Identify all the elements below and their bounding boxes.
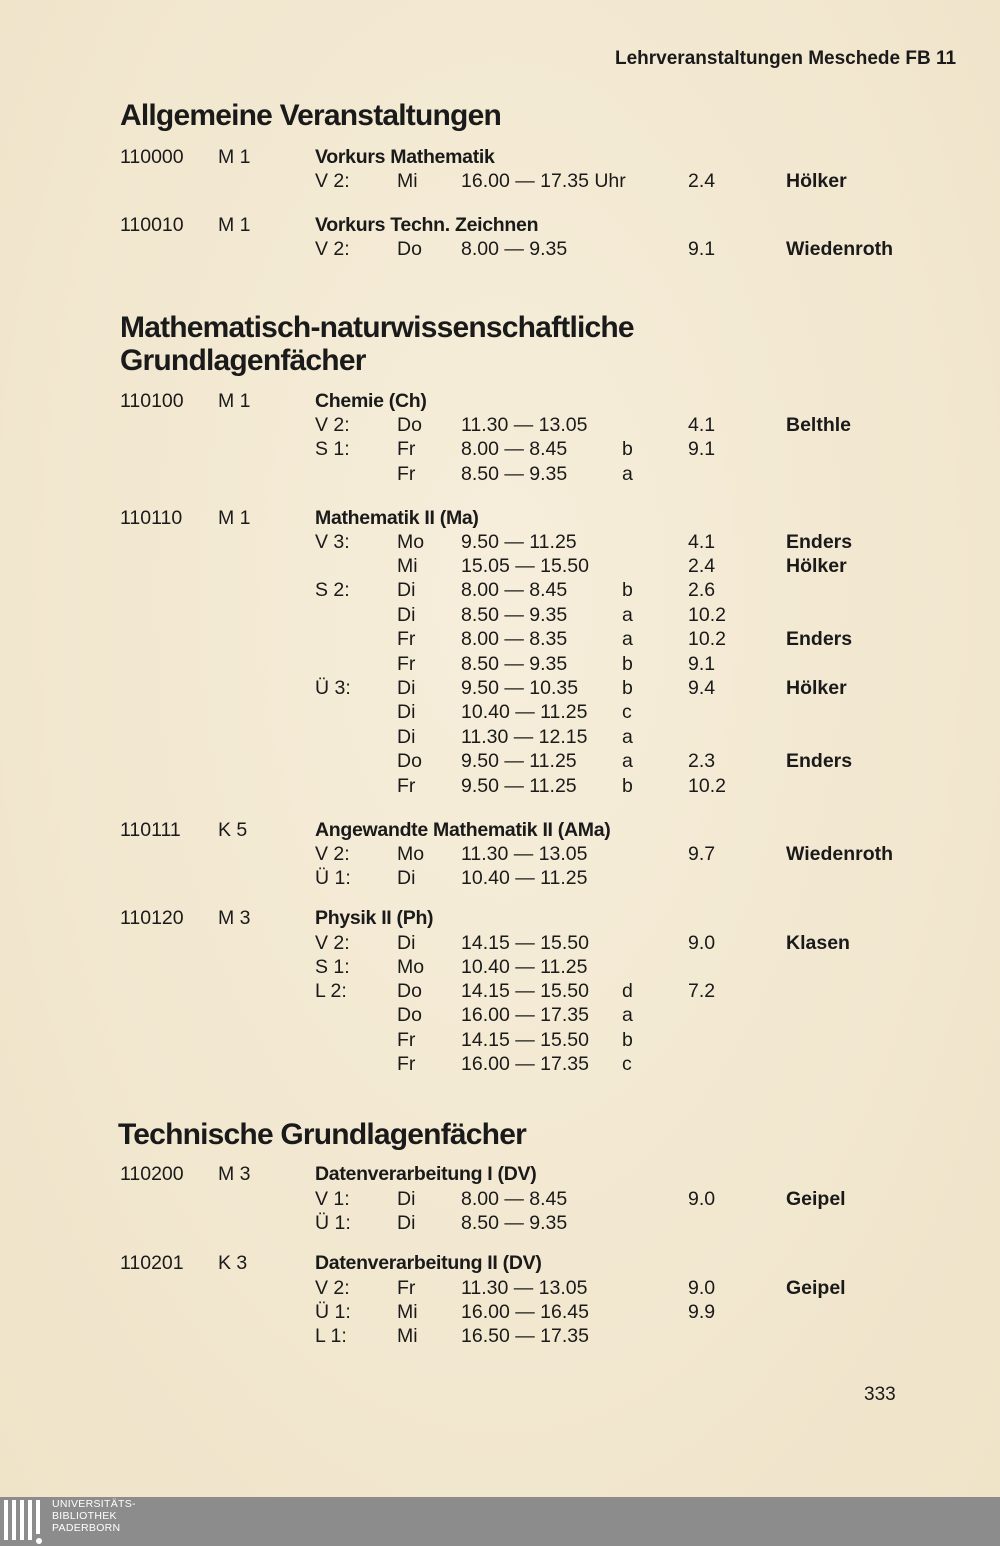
session-instructor: Enders (786, 750, 853, 772)
session-group: c (622, 1053, 632, 1075)
session-kind: V 2: (315, 1277, 350, 1299)
session-row (0, 1276, 1000, 1300)
session-row (0, 749, 1000, 773)
session-group: b (622, 677, 633, 699)
session-time: 11.30 — 13.05 (461, 1277, 588, 1299)
session-kind: V 2: (315, 843, 350, 865)
session-room: 2.3 (688, 750, 716, 772)
session-day: Fr (397, 653, 416, 675)
session-time: 9.50 — 11.25 (461, 750, 577, 772)
session-time: 9.50 — 10.35 (461, 677, 579, 699)
session-time: 16.50 — 17.35 (461, 1325, 589, 1347)
session-room: 4.1 (688, 414, 716, 436)
session-row (0, 676, 1000, 700)
session-row (0, 554, 1000, 578)
session-group: b (622, 653, 633, 675)
session-group: a (622, 463, 633, 485)
session-room: 4.1 (688, 531, 716, 553)
session-time: 8.50 — 9.35 (461, 1212, 568, 1234)
session-kind: V 2: (315, 238, 350, 260)
course-header-row (0, 1251, 1000, 1275)
course-type: M 3 (218, 1163, 251, 1185)
session-group: d (622, 980, 633, 1002)
session-time: 14.15 — 15.50 (461, 1029, 589, 1051)
session-kind: Ü 1: (315, 1212, 351, 1234)
session-time: 10.40 — 11.25 (461, 701, 588, 723)
library-footer-bar (0, 1497, 1000, 1546)
session-group: a (622, 604, 633, 626)
session-row (0, 530, 1000, 554)
session-instructor: Hölker (786, 170, 847, 192)
course-title: Angewandte Mathematik II (AMa) (315, 819, 611, 841)
library-name (52, 1498, 136, 1534)
session-time: 16.00 — 17.35 Uhr (461, 170, 626, 192)
section-title: Technische Grundlagenfächer (118, 1118, 526, 1151)
session-day: Fr (397, 775, 416, 797)
course-type: M 1 (218, 390, 251, 412)
session-time: 9.50 — 11.25 (461, 531, 577, 553)
session-room: 2.6 (688, 579, 716, 601)
session-kind: V 1: (315, 1188, 350, 1210)
session-time: 11.30 — 12.15 (461, 726, 588, 748)
library-logo-icon (2, 1498, 46, 1544)
session-day: Fr (397, 1053, 416, 1075)
session-day: Di (397, 867, 416, 889)
session-room: 9.0 (688, 1277, 716, 1299)
session-instructor: Geipel (786, 1277, 846, 1299)
session-kind: Ü 1: (315, 867, 351, 889)
session-group: b (622, 438, 633, 460)
session-day: Mi (397, 170, 418, 192)
session-row (0, 578, 1000, 602)
session-row (0, 1300, 1000, 1324)
section-title: Allgemeine Veranstaltungen (120, 99, 501, 132)
session-instructor: Hölker (786, 555, 847, 577)
session-row (0, 1028, 1000, 1052)
section-title: Grundlagenfächer (120, 344, 366, 377)
session-kind: L 1: (315, 1325, 347, 1347)
course-number: 110010 (120, 214, 184, 236)
session-day: Do (397, 238, 422, 260)
session-row (0, 169, 1000, 193)
session-day: Fr (397, 1277, 416, 1299)
page-number: 333 (864, 1384, 896, 1405)
session-row (0, 462, 1000, 486)
course-number: 110201 (120, 1252, 184, 1274)
session-room: 9.4 (688, 677, 716, 699)
session-day: Di (397, 604, 416, 626)
session-instructor: Geipel (786, 1188, 846, 1210)
course-header-row (0, 818, 1000, 842)
session-day: Di (397, 1188, 416, 1210)
session-day: Di (397, 579, 416, 601)
session-time: 16.00 — 17.35 (461, 1053, 589, 1075)
session-group: c (622, 701, 632, 723)
session-room: 9.1 (688, 438, 716, 460)
session-group: a (622, 1004, 633, 1026)
course-header-row (0, 906, 1000, 930)
session-row (0, 725, 1000, 749)
session-row (0, 774, 1000, 798)
session-instructor: Wiedenroth (786, 238, 894, 260)
library-name-line: UNIVERSITÄTS- (52, 1498, 136, 1510)
course-number: 110110 (120, 507, 183, 529)
session-group: b (622, 1029, 633, 1051)
course-type: K 3 (218, 1252, 248, 1274)
session-room: 9.0 (688, 1188, 716, 1210)
course-title: Vorkurs Techn. Zeichnen (315, 214, 539, 236)
session-group: b (622, 579, 633, 601)
course-header-row (0, 506, 1000, 530)
session-row (0, 1324, 1000, 1348)
course-title: Chemie (Ch) (315, 390, 427, 412)
session-room: 2.4 (688, 555, 716, 577)
course-title: Datenverarbeitung I (DV) (315, 1163, 537, 1185)
session-day: Di (397, 932, 416, 954)
session-day: Fr (397, 463, 416, 485)
session-group: a (622, 750, 633, 772)
session-row (0, 1211, 1000, 1235)
session-room: 9.7 (688, 843, 716, 865)
session-day: Di (397, 1212, 416, 1234)
session-room: 7.2 (688, 980, 716, 1002)
session-instructor: Hölker (786, 677, 847, 699)
session-row (0, 627, 1000, 651)
session-time: 8.00 — 8.35 (461, 628, 568, 650)
section-title: Mathematisch-naturwissenschaftliche (120, 311, 634, 344)
session-time: 15.05 — 15.50 (461, 555, 589, 577)
session-group: a (622, 628, 633, 650)
course-number: 110120 (120, 907, 184, 929)
session-row (0, 700, 1000, 724)
course-number: 110200 (120, 1163, 184, 1185)
session-row (0, 955, 1000, 979)
session-kind: S 1: (315, 956, 350, 978)
session-day: Mi (397, 555, 418, 577)
session-time: 8.00 — 8.45 (461, 579, 568, 601)
session-day: Di (397, 677, 416, 699)
session-time: 16.00 — 16.45 (461, 1301, 589, 1323)
session-room: 10.2 (688, 628, 726, 650)
session-kind: S 2: (315, 579, 350, 601)
session-day: Do (397, 1004, 422, 1026)
session-time: 9.50 — 11.25 (461, 775, 577, 797)
running-header: Lehrveranstaltungen Meschede FB 11 (615, 48, 957, 69)
session-day: Do (397, 414, 422, 436)
session-time: 8.00 — 8.45 (461, 438, 568, 460)
session-group: b (622, 775, 633, 797)
session-kind: V 2: (315, 170, 350, 192)
session-instructor: Klasen (786, 932, 850, 954)
session-instructor: Wiedenroth (786, 843, 894, 865)
session-room: 10.2 (688, 775, 726, 797)
session-room: 9.1 (688, 238, 716, 260)
library-name-line: BIBLIOTHEK (52, 1510, 117, 1522)
course-title: Vorkurs Mathematik (315, 146, 495, 168)
session-group: a (622, 726, 633, 748)
course-type: K 5 (218, 819, 248, 841)
course-header-row (0, 389, 1000, 413)
session-kind: Ü 1: (315, 1301, 351, 1323)
session-room: 2.4 (688, 170, 716, 192)
session-time: 14.15 — 15.50 (461, 932, 589, 954)
course-type: M 3 (218, 907, 251, 929)
session-day: Do (397, 750, 422, 772)
session-day: Mo (397, 956, 425, 978)
session-row (0, 866, 1000, 890)
session-instructor: Belthle (786, 414, 852, 436)
session-time: 16.00 — 17.35 (461, 1004, 589, 1026)
session-kind: L 2: (315, 980, 347, 1002)
session-time: 11.30 — 13.05 (461, 414, 588, 436)
session-instructor: Enders (786, 628, 853, 650)
course-header-row (0, 1162, 1000, 1186)
session-row (0, 1052, 1000, 1076)
session-time: 8.50 — 9.35 (461, 653, 568, 675)
session-day: Di (397, 701, 416, 723)
session-day: Fr (397, 438, 416, 460)
session-row (0, 603, 1000, 627)
course-number: 110111 (120, 819, 181, 841)
course-number: 110000 (120, 146, 184, 168)
session-time: 8.50 — 9.35 (461, 463, 568, 485)
session-day: Mo (397, 843, 425, 865)
session-row (0, 1003, 1000, 1027)
session-time: 8.00 — 8.45 (461, 1188, 568, 1210)
session-time: 8.00 — 9.35 (461, 238, 568, 260)
course-type: M 1 (218, 146, 251, 168)
session-day: Mi (397, 1325, 418, 1347)
course-header-row (0, 213, 1000, 237)
session-row (0, 1187, 1000, 1211)
course-type: M 1 (218, 214, 251, 236)
session-instructor: Enders (786, 531, 853, 553)
session-row (0, 437, 1000, 461)
session-time: 14.15 — 15.50 (461, 980, 589, 1002)
course-type: M 1 (218, 507, 251, 529)
session-row (0, 931, 1000, 955)
session-kind: S 1: (315, 438, 350, 460)
course-number: 110100 (120, 390, 184, 412)
session-room: 10.2 (688, 604, 726, 626)
session-day: Mi (397, 1301, 418, 1323)
session-day: Mo (397, 531, 425, 553)
session-kind: V 2: (315, 932, 350, 954)
session-day: Di (397, 726, 416, 748)
course-title: Physik II (Ph) (315, 907, 434, 929)
library-name-line: PADERBORN (52, 1522, 121, 1534)
session-time: 10.40 — 11.25 (461, 867, 588, 889)
session-day: Do (397, 980, 422, 1002)
session-row (0, 237, 1000, 261)
course-title: Datenverarbeitung II (DV) (315, 1252, 542, 1274)
session-room: 9.1 (688, 653, 716, 675)
session-kind: Ü 3: (315, 677, 351, 699)
session-room: 9.9 (688, 1301, 716, 1323)
session-row (0, 652, 1000, 676)
session-row (0, 979, 1000, 1003)
session-kind: V 3: (315, 531, 350, 553)
session-room: 9.0 (688, 932, 716, 954)
session-time: 8.50 — 9.35 (461, 604, 568, 626)
session-time: 11.30 — 13.05 (461, 843, 588, 865)
session-row (0, 842, 1000, 866)
session-time: 10.40 — 11.25 (461, 956, 588, 978)
session-row (0, 413, 1000, 437)
course-title: Mathematik II (Ma) (315, 507, 479, 529)
session-day: Fr (397, 628, 416, 650)
session-day: Fr (397, 1029, 416, 1051)
course-header-row (0, 145, 1000, 169)
session-kind: V 2: (315, 414, 350, 436)
